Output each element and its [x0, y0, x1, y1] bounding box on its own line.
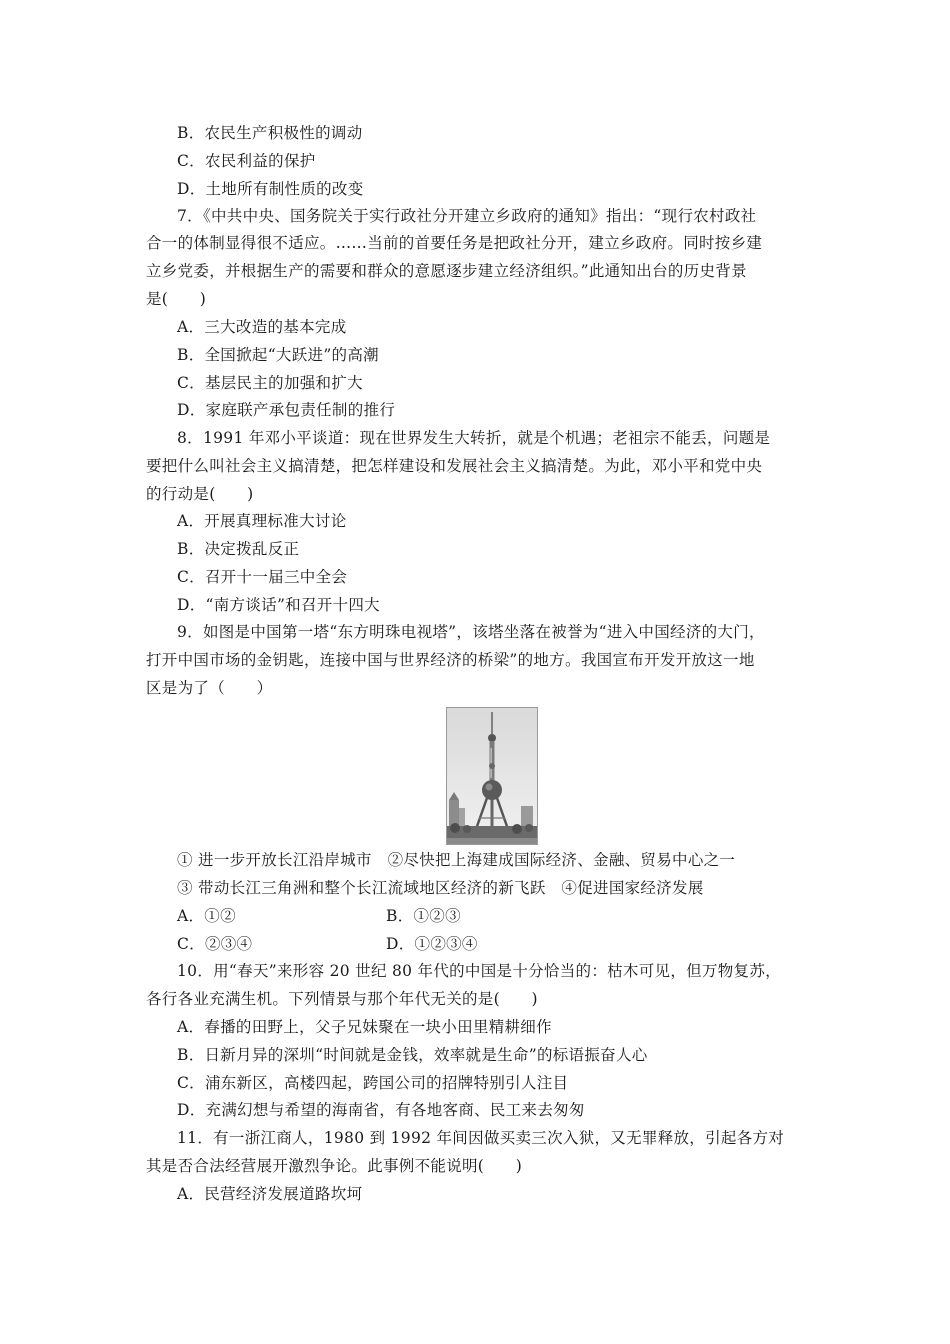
q8-stem-line-2: 要把什么叫社会主义搞清楚，把怎样建设和发展社会主义搞清楚。为此，邓小平和党中央: [146, 457, 763, 475]
q9-option-b: B．①②③: [386, 907, 461, 925]
q11-stem-line-1: 11．有一浙江商人，1980 到 1992 年间因做买卖三次入狱，又无罪释放，引起各方对: [177, 1129, 785, 1147]
q10-stem-line-1: 10．用“春天”来形容 20 世纪 80 年代的中国是十分恰当的：枯木可见，但万物复苏，: [177, 962, 781, 980]
q7-option-d: D．家庭联产承包责任制的推行: [177, 401, 396, 419]
oriental-pearl-tower-photo: [446, 707, 538, 845]
q9-stem-line-2: 打开中国市场的金钥匙，连接中国与世界经济的桥梁”的地方。我国宣布开发开放这一地: [146, 651, 755, 669]
q7-option-a: A．三大改造的基本完成: [177, 318, 347, 336]
q8-option-d: D．“南方谈话”和召开十四大: [177, 596, 380, 614]
q10-option-d: D．充满幻想与希望的海南省，有各地客商、民工来去匆匆: [177, 1101, 585, 1119]
q7-stem-line-3: 立乡党委，并根据生产的需要和群众的意愿逐步建立经济组织。”此通知出台的历史背景: [146, 262, 747, 280]
q9-stem-line-1: 9．如图是中国第一塔“东方明珠电视塔”，该塔坐落在被誉为“进入中国经济的大门，: [177, 623, 765, 641]
q9-stem-line-3: 区是为了（ ）: [146, 679, 273, 697]
q10-option-a: A．春播的田野上，父子兄妹聚在一块小田里精耕细作: [177, 1018, 552, 1036]
q10-option-b: B．日新月异的深圳“时间就是金钱，效率就是生命”的标语振奋人心: [177, 1046, 648, 1064]
q9-option-d: D．①②③④: [386, 935, 478, 953]
q7-option-b: B．全国掀起“大跃进”的高潮: [177, 346, 379, 364]
q8-option-c: C．召开十一届三中全会: [177, 568, 348, 586]
q8-stem-line-3: 的行动是( ): [146, 485, 254, 503]
q7-option-c: C．基层民主的加强和扩大: [177, 374, 363, 392]
q10-option-c: C．浦东新区，高楼四起，跨国公司的招牌特别引人注目: [177, 1074, 569, 1092]
q9-items-line-1: ① 进一步开放长江沿岸城市 ②尽快把上海建成国际经济、金融、贸易中心之一: [177, 851, 736, 869]
q11-stem-line-2: 其是否合法经营展开激烈争论。此事例不能说明( ): [146, 1157, 523, 1175]
q6-option-d: D．土地所有制性质的改变: [177, 180, 364, 198]
q7-stem-line-4: 是( ): [146, 290, 207, 308]
q8-stem-line-1: 8．1991 年邓小平谈道：现在世界发生大转折，就是个机遇；老祖宗不能丢，问题是: [177, 429, 771, 447]
q7-stem-line-2: 合一的体制显得很不适应。……当前的首要任务是把政社分开，建立乡政府。同时按乡建: [146, 234, 763, 252]
q10-stem-line-2: 各行各业充满生机。下列情景与那个年代无关的是( ): [146, 990, 538, 1008]
q6-option-c: C．农民利益的保护: [177, 152, 316, 170]
q11-option-a: A．民营经济发展道路坎坷: [177, 1185, 363, 1203]
q9-option-a: A．①②: [177, 907, 236, 925]
q8-option-b: B．决定拨乱反正: [177, 540, 300, 558]
q6-option-b: B．农民生产积极性的调动: [177, 124, 363, 142]
q7-stem-line-1: 7．《中共中央、国务院关于实行政社分开建立乡政府的通知》指出：“现行农村政社: [177, 207, 757, 225]
q8-option-a: A．开展真理标准大讨论: [177, 512, 347, 530]
q9-option-c: C．②③④: [177, 935, 253, 953]
q9-items-line-2: ③ 带动长江三角洲和整个长江流域地区经济的新飞跃 ④促进国家经济发展: [177, 879, 704, 897]
